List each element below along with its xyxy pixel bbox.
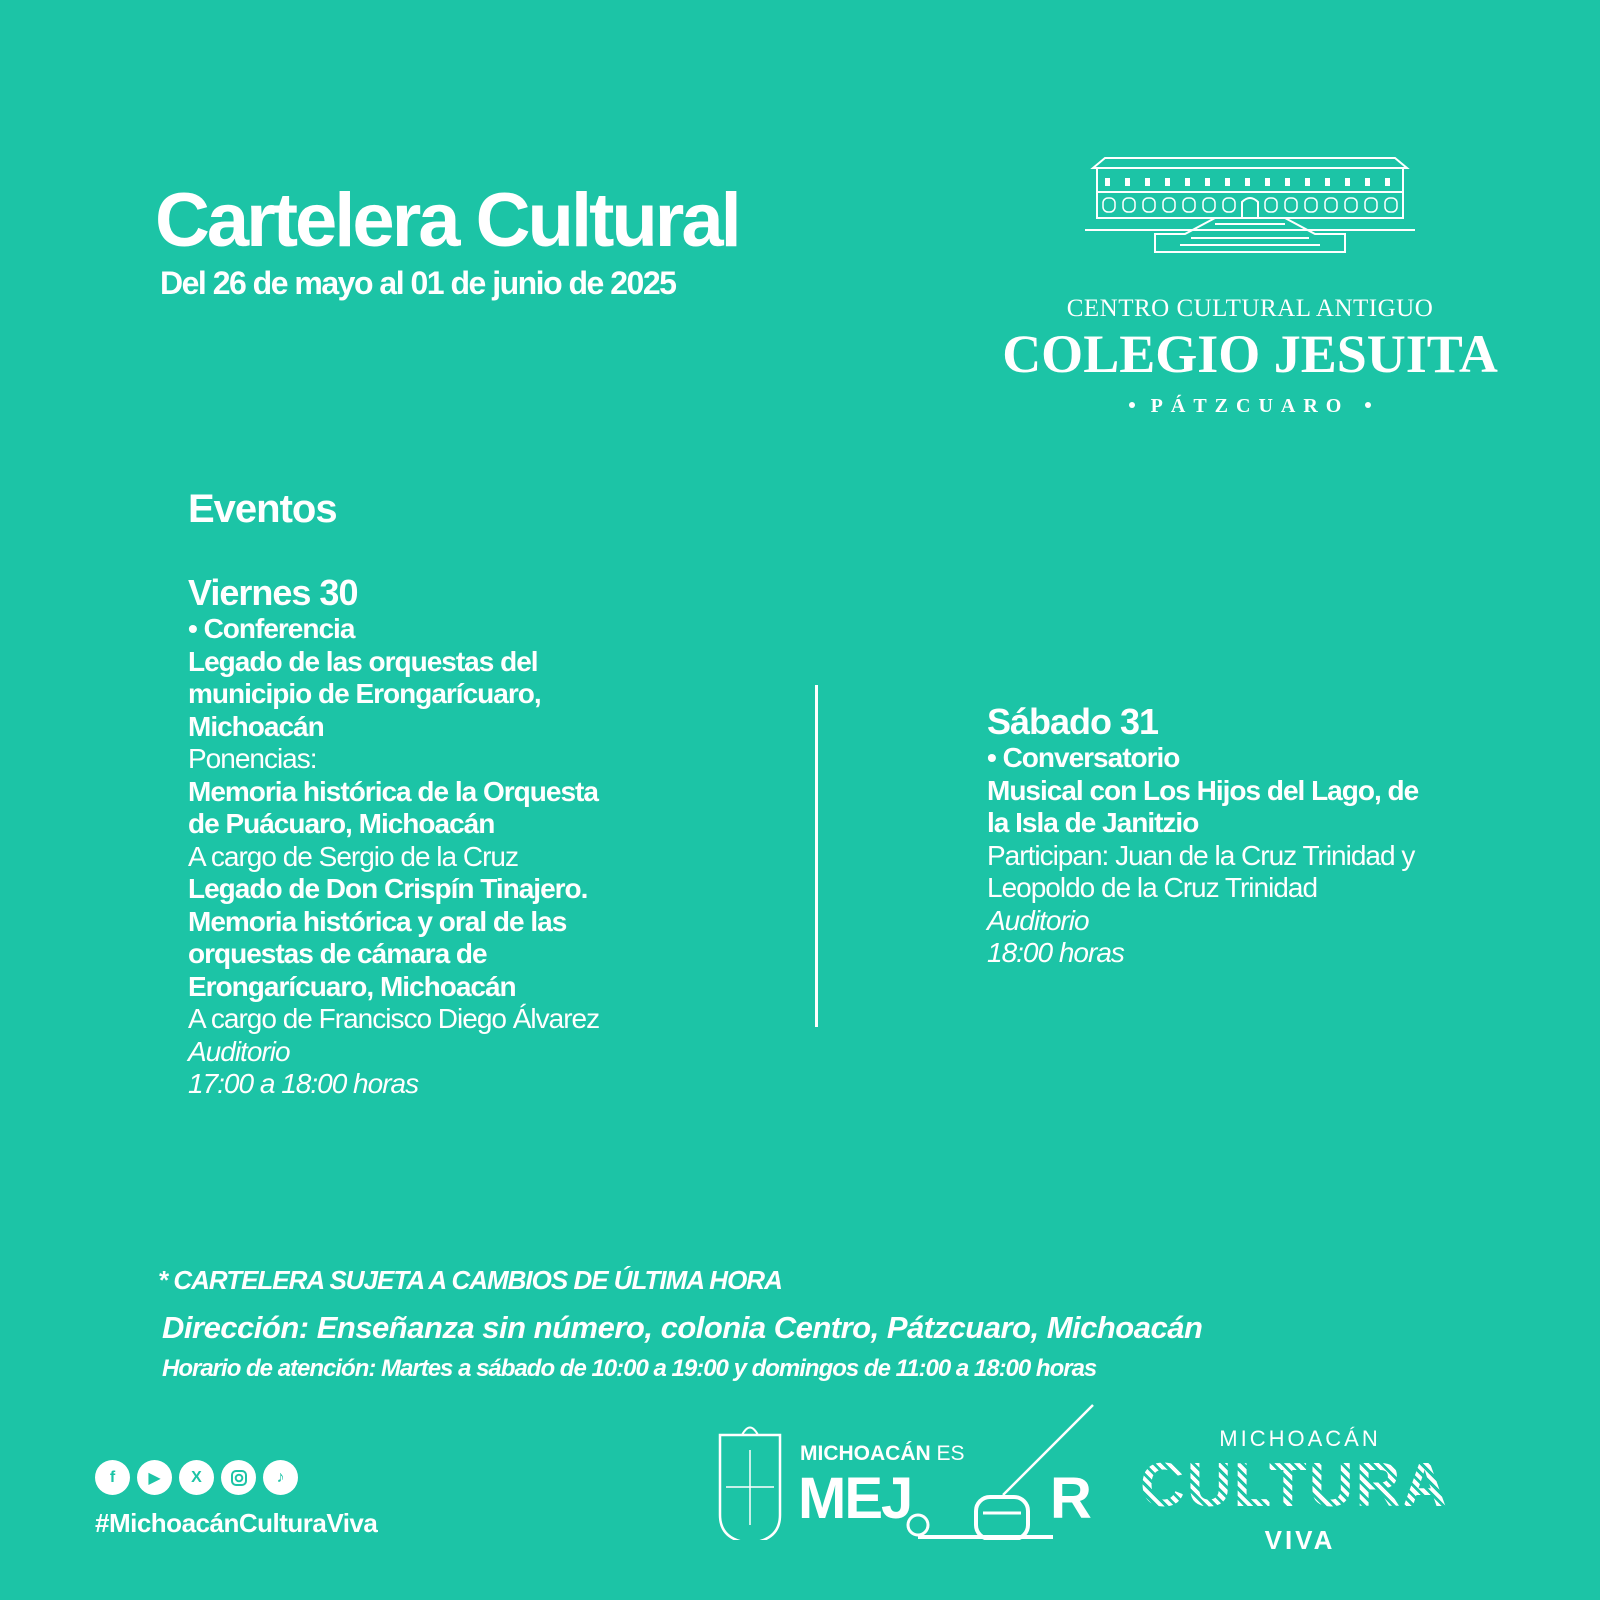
- event-title-line: Michoacán: [188, 710, 324, 742]
- talk-title-line: de Puácuaro, Michoacán: [188, 808, 495, 839]
- gov-logo-main-right: R: [1050, 1466, 1092, 1531]
- event-location: Auditorio: [188, 1035, 290, 1067]
- gov-logo-top: [800, 1442, 965, 1466]
- event-time: 18:00 horas: [987, 937, 1124, 968]
- venue-line3-wrap: [990, 395, 1510, 418]
- event-location: Auditorio: [987, 904, 1089, 936]
- dot-icon: [1129, 402, 1135, 408]
- event-title-line: municipio de Erongarícuaro,: [188, 678, 541, 709]
- hashtag: #MichoacánCulturaViva: [95, 1508, 378, 1538]
- social-links: [95, 1460, 298, 1495]
- gov-logo-top-light: ES: [936, 1442, 965, 1465]
- culture-logo-main: CULTURA: [1140, 1451, 1450, 1520]
- talk-speaker: A cargo de Francisco Diego Álvarez: [188, 1003, 600, 1034]
- gov-logo-top-bold: MICHOACÁN: [800, 1442, 931, 1465]
- address: Dirección: Enseñanza sin número, colonia Centro, Pátzcuaro, Michoacán: [162, 1310, 1203, 1345]
- event-type: • Conversatorio: [987, 742, 1180, 773]
- event-time: 17:00 a 18:00 horas: [188, 1068, 419, 1099]
- venue-logo: [990, 150, 1510, 418]
- date-range: Del 26 de mayo al 01 de junio de 2025: [160, 265, 676, 301]
- venue-line1: CENTRO CULTURAL ANTIGUO: [1066, 295, 1434, 322]
- events-heading: Eventos: [188, 487, 337, 531]
- talk-title-line: Erongarícuaro, Michoacán: [188, 970, 516, 1002]
- talk-speaker: A cargo de Sergio de la Cruz: [188, 840, 518, 872]
- venue-line2: COLEGIO JESUITA: [1002, 324, 1498, 384]
- event-type: • Conferencia: [188, 613, 355, 644]
- facebook-icon[interactable]: f: [95, 1460, 130, 1495]
- participants-line: Participan: Juan de la Cruz Trinidad y: [987, 839, 1415, 871]
- culture-logo-top: MICHOACÁN: [1219, 1426, 1381, 1451]
- culture-logo-bottom: VIVA: [1264, 1525, 1336, 1555]
- event-saturday: [987, 702, 1487, 970]
- talk-title-line: orquestas de cámara de: [188, 938, 487, 969]
- instagram-icon[interactable]: [221, 1460, 256, 1495]
- talk-title-line: Legado de Don Crispín Tinajero.: [188, 873, 588, 904]
- opening-hours: Horario de atención: Martes a sábado de 10:00 a 19:00 y domingos de 11:00 a 18:00 horas: [162, 1355, 1097, 1382]
- talk-title-line: Memoria histórica y oral de las: [188, 905, 567, 937]
- event-title-line: Musical con Los Hijos del Lago, de: [987, 774, 1419, 806]
- venue-line3: PÁTZCUARO: [1150, 395, 1350, 417]
- event-day: Sábado 31: [987, 701, 1159, 742]
- talk-title-line: Memoria histórica de la Orquesta: [188, 775, 598, 807]
- ponencias-label: Ponencias:: [188, 743, 317, 774]
- gov-logo-main-left: MEJ: [798, 1466, 912, 1531]
- building-icon: [1085, 150, 1415, 265]
- column-divider: [815, 685, 818, 1027]
- page-title: Cartelera Cultural: [155, 178, 739, 263]
- event-title-line: la Isla de Janitzio: [987, 807, 1199, 838]
- youtube-icon[interactable]: ▶: [137, 1460, 172, 1495]
- participants-line: Leopoldo de la Cruz Trinidad: [987, 872, 1318, 903]
- event-title-line: Legado de las orquestas del: [188, 645, 538, 677]
- event-friday: [188, 573, 788, 1101]
- changes-notice: * CARTELERA SUJETA A CAMBIOS DE ÚLTIMA HORA: [158, 1265, 782, 1295]
- dot-icon: [1365, 402, 1371, 408]
- event-day: Viernes 30: [188, 572, 358, 613]
- x-icon[interactable]: X: [179, 1460, 214, 1495]
- tiktok-icon[interactable]: ♪: [263, 1460, 298, 1495]
